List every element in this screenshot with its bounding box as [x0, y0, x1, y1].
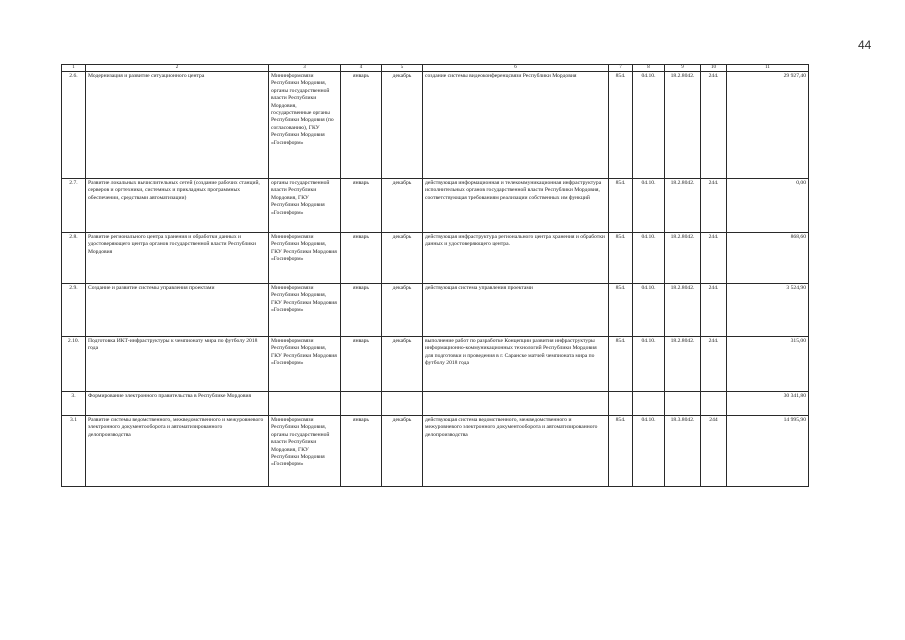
executor [269, 284, 341, 337]
rzpr-code: 04.10. [633, 337, 665, 392]
item-number: 2.9. [62, 284, 86, 337]
page-number: 44 [858, 38, 872, 52]
measure-name-text: Развитие системы ведомственного, межведомственного и межуровневого электронного документооборота и автоматизированного делопроизводства [88, 417, 264, 438]
grbs-code: 854. [609, 416, 633, 487]
column-header: 6 [423, 65, 609, 72]
column-header: 7 [609, 65, 633, 72]
grbs-code [609, 392, 633, 416]
table-row [62, 72, 809, 179]
executor-text: Мининформсвязи Республики Мордовия, ГКУ Республики Мордовия «Госинформ» [271, 234, 337, 263]
start-month: январь [341, 416, 382, 487]
item-number: 2.6. [62, 72, 86, 179]
vr-code: 244. [701, 233, 727, 284]
start-month: январь [341, 72, 382, 179]
executor-text: Мининформсвязи Республики Мордовия, ГКУ Республики Мордовия «Госинформ» [271, 338, 337, 367]
rzpr-code [633, 392, 665, 416]
measure-name-text: Модернизация и развитие ситуационного центра [88, 73, 205, 79]
csr-code: 18.2.8042. [665, 337, 701, 392]
expected-result-text: действующая система управления проектами [425, 285, 533, 291]
vr-code: 244. [701, 72, 727, 179]
measure-name-text: Развитие регионального центра хранения и обработки данных и удостоверяющего центра органов государственной власти Республики Мордовия [88, 234, 257, 255]
grbs-code: 854. [609, 233, 633, 284]
section-amount: 30 341,80 [727, 392, 809, 416]
expected-result [423, 416, 609, 487]
start-month [341, 392, 382, 416]
program-measures-table [61, 64, 809, 487]
vr-code: 244. [701, 337, 727, 392]
amount: 14 995,90 [727, 416, 809, 487]
expected-result [423, 72, 609, 179]
grbs-code: 854. [609, 284, 633, 337]
measure-name [86, 233, 269, 284]
executor [269, 337, 341, 392]
rzpr-code: 04.10. [633, 284, 665, 337]
csr-code: 18.2.8042. [665, 284, 701, 337]
executor [269, 392, 341, 416]
expected-result [423, 179, 609, 233]
amount: 315,00 [727, 337, 809, 392]
csr-code: 18.2.8042. [665, 72, 701, 179]
column-header: 1 [62, 65, 86, 72]
section-title [86, 392, 269, 416]
csr-code: 18.2.8042. [665, 179, 701, 233]
csr-code: 18.3.8042. [665, 416, 701, 487]
table-row [62, 337, 809, 392]
vr-code: 244. [701, 179, 727, 233]
grbs-code: 854. [609, 179, 633, 233]
amount: 3 524,90 [727, 284, 809, 337]
section-number: 3. [62, 392, 86, 416]
measure-name [86, 337, 269, 392]
vr-code [701, 392, 727, 416]
expected-result [423, 392, 609, 416]
column-header: 3 [269, 65, 341, 72]
executor-text: Мининформсвязи Республики Мордовия, органы государственной власти Республики Мордовия, государственные органы Республики Мордовия (по согласованию), ГКУ Республики Мордовия «Госинформ» [271, 73, 334, 146]
executor-text: Мининформсвязи Республики Мордовия, ГКУ Республики Мордовия «Госинформ» [271, 285, 337, 314]
column-header: 10 [701, 65, 727, 72]
grbs-code: 854. [609, 337, 633, 392]
measure-name-text: Развитие локальных вычислительных сетей (создание рабочих станций, серверов и оргтехники, системных и прикладных программных обеспечении, средствами автоматизации) [88, 180, 260, 201]
measure-name [86, 284, 269, 337]
start-month: январь [341, 179, 382, 233]
start-month: январь [341, 284, 382, 337]
item-number: 3.1 [62, 416, 86, 487]
expected-result [423, 284, 609, 337]
rzpr-code: 04.10. [633, 179, 665, 233]
amount: 868,60 [727, 233, 809, 284]
executor-text: органы государственной власти Республики Мордовия, ГКУ Республики Мордовия «Госинформ» [271, 180, 330, 216]
column-header: 8 [633, 65, 665, 72]
end-month: декабрь [382, 72, 423, 179]
executor-text: Мининформсвязи Республики Мордовия, органы государственной власти Республики Мордовия, ГКУ Республики Мордовия «Госинформ» [271, 417, 330, 468]
end-month: декабрь [382, 416, 423, 487]
expected-result-text: действующая информационная и телекоммуникационная инфраструктура исполнительных органов государственной власти Республики Мордовия, соответствующая требованиям реализации собственных им функций [425, 180, 602, 201]
end-month: декабрь [382, 233, 423, 284]
column-header: 9 [665, 65, 701, 72]
end-month: декабрь [382, 179, 423, 233]
table-row [62, 284, 809, 337]
measure-name-text: Подготовка ИКТ-инфраструктуры к чемпионату мира по футболу 2018 года [88, 338, 258, 352]
executor [269, 416, 341, 487]
expected-result [423, 233, 609, 284]
measure-name [86, 179, 269, 233]
expected-result [423, 337, 609, 392]
csr-code: 18.2.8042. [665, 233, 701, 284]
item-number: 2.8. [62, 233, 86, 284]
vr-code: 244. [701, 284, 727, 337]
rzpr-code: 04.10. [633, 233, 665, 284]
item-number: 2.7. [62, 179, 86, 233]
column-header: 2 [86, 65, 269, 72]
csr-code [665, 392, 701, 416]
rzpr-code: 04.10. [633, 72, 665, 179]
amount: 0,00 [727, 179, 809, 233]
rzpr-code: 04.10. [633, 416, 665, 487]
executor [269, 233, 341, 284]
executor [269, 179, 341, 233]
expected-result-text: создание системы видеоконференцсвязи Республики Мордовия [425, 73, 577, 79]
end-month: декабрь [382, 337, 423, 392]
amount: 29 927,40 [727, 72, 809, 179]
column-header: 5 [382, 65, 423, 72]
section-row [62, 392, 809, 416]
table-row [62, 416, 809, 487]
column-number-row [62, 65, 809, 72]
expected-result-text: действующая инфраструктура регионального центра хранения и обработки данных и удостоверяющего центра. [425, 234, 605, 248]
measure-name [86, 416, 269, 487]
section-title-text: Формирование электронного правительства в Республике Мордовия [88, 393, 252, 399]
column-header: 11 [727, 65, 809, 72]
item-number: 2.10. [62, 337, 86, 392]
column-header: 4 [341, 65, 382, 72]
measure-name-text: Создание и развитие системы управления проектами [88, 285, 215, 291]
start-month: январь [341, 233, 382, 284]
grbs-code: 854. [609, 72, 633, 179]
expected-result-text: выполнение работ по разработке Концепции развития инфраструктуры информационно-коммуникационных технологий Республики Мордовия для подготовки и проведения в г. Саранске матчей чемпионата мира по футболу 2018 года [425, 338, 597, 367]
executor [269, 72, 341, 179]
expected-result-text: действующая система ведомственного, межведомственного и межуровневого электронного документооборота и автоматизированного делопроизводства [425, 417, 598, 438]
vr-code: 244 [701, 416, 727, 487]
end-month [382, 392, 423, 416]
measure-name [86, 72, 269, 179]
table-row [62, 179, 809, 233]
end-month: декабрь [382, 284, 423, 337]
table-row [62, 233, 809, 284]
start-month: январь [341, 337, 382, 392]
